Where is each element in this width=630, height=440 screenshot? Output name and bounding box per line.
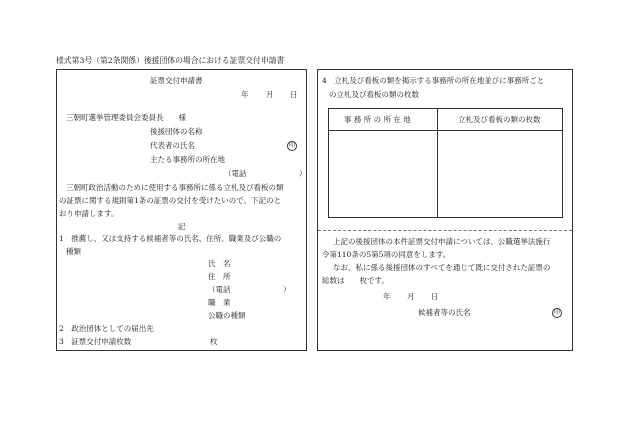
- form-title: 証票交付申請書: [150, 76, 203, 85]
- item-4-line-1: 4 立札及び看板の類を掲示する事務所の所在地並びに事務所ごと: [322, 76, 545, 85]
- table-header-location: 事 務 所 の 所 在 地: [344, 115, 411, 124]
- phone-label: （電話 ）: [224, 169, 307, 178]
- ki-heading: 記: [178, 222, 186, 231]
- date-year-label: 年: [241, 90, 249, 99]
- representative-name-label: 代表者の氏名: [150, 141, 195, 150]
- office-type-label: 公職の種類: [208, 311, 246, 320]
- right-date-month: 月: [407, 292, 415, 301]
- address-label: 住 所: [208, 272, 231, 281]
- office-table-header-divider: [328, 130, 563, 131]
- candidate-seal-mark: 印: [553, 309, 560, 316]
- date-day-label: 日: [290, 90, 298, 99]
- sheets-unit: 枚: [210, 337, 218, 346]
- consent-line-2: 令第110条の5第5項の同意をします。: [322, 250, 451, 259]
- consent-line-1: 上記の後援団体の本件証票交付申請については、公職選挙法施行: [333, 237, 551, 246]
- office-address-label: 主たる事務所の所在地: [150, 155, 225, 164]
- right-date-day: 日: [431, 292, 439, 301]
- right-date-year: 年: [383, 292, 391, 301]
- body-text-line-2: の証票に関する規則第1条の証票の交付を受けたいので、下記のと: [59, 196, 282, 205]
- office-table-column-divider: [437, 108, 438, 218]
- date-month-label: 月: [266, 90, 274, 99]
- section-separator: [318, 230, 572, 231]
- group-name-label: 後援団体の名称: [150, 127, 203, 136]
- occupation-label: 職 業: [208, 298, 231, 307]
- item-3: 3 証票交付申請枚数: [59, 337, 132, 346]
- item-2: 2 政治団体としての届出先: [59, 324, 154, 333]
- body-text-line-1: 三朝町政治活動のために使用する事務所に係る立札及び看板の類: [66, 183, 284, 192]
- form-header-title: 様式第3号（第2条関係）後援団体の場合における証票交付申請書: [56, 56, 285, 65]
- body-text-line-3: おり申請します。: [59, 209, 119, 218]
- phone-label-2: （電話 ）: [208, 285, 291, 294]
- table-header-count: 立札及び看板の類の枚数: [458, 115, 541, 124]
- note-line-1: なお、私に係る後援団体のすべてを通じて既に交付された証票の: [333, 263, 551, 272]
- note-line-2: 総数は 枚です。: [322, 276, 389, 285]
- seal-mark: 印: [288, 142, 295, 149]
- candidate-name-label: 候補者等の氏名: [418, 308, 471, 317]
- item-1-line-2: 種類: [66, 247, 81, 256]
- item-1-line-1: 1 推薦し、又は支持する候補者等の氏名、住所、職業及び公職の: [59, 234, 282, 243]
- item-4-line-2: の立札及び看板の類の枚数: [329, 90, 419, 99]
- addressee: 三朝町選挙管理委員会委員長 様: [66, 113, 186, 122]
- name-label: 氏 名: [208, 259, 231, 268]
